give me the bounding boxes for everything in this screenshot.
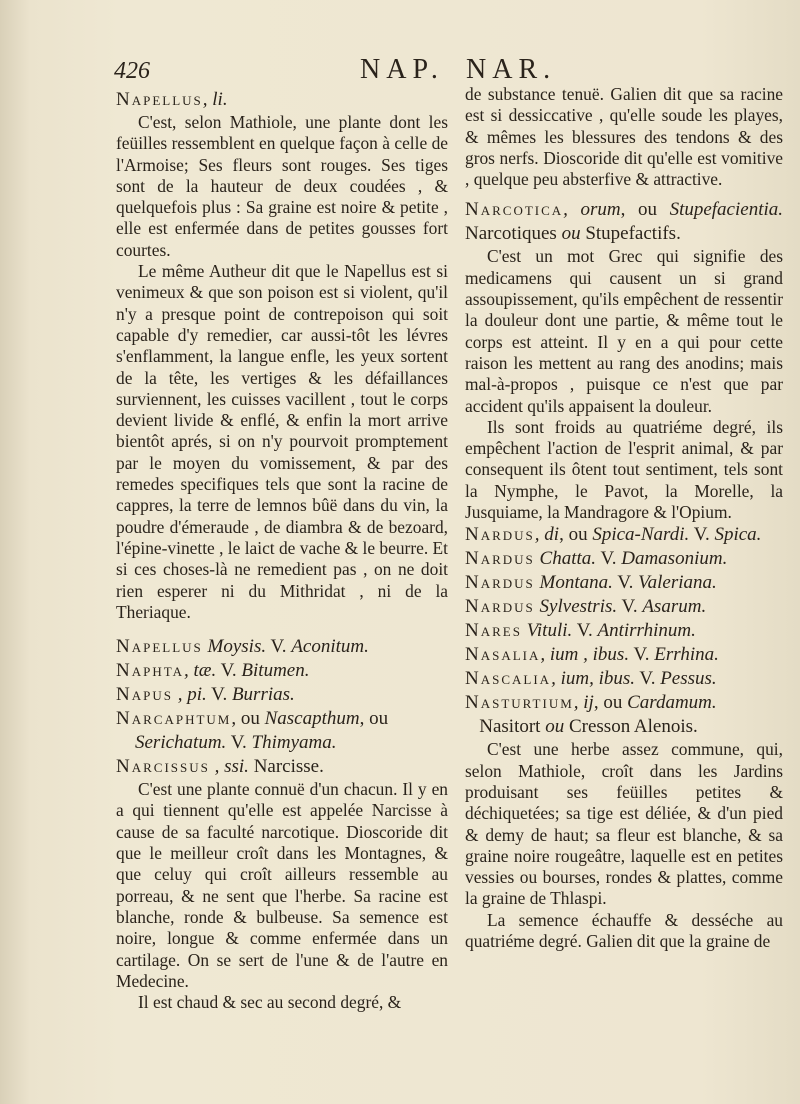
entry-nascalia: Nascalia, ium, ibus. V. Pessus. (465, 668, 717, 690)
left-running-head: NAP. (360, 54, 444, 85)
entry-napus: Napus , pi. V. Burrias. (116, 684, 295, 706)
entry-nasturtium: Nasturtium, ij, ou Cardamum. Nasitort ou Cresson Alenois. (465, 692, 717, 738)
paragraph: de substance tenuë. Galien dit que sa racine est si dessiccative , qu'elle soude les playes, & mêmes les blessures des tendons & des gros nerfs. Dioscoride dit qu'elle est vomitive , quelque peu absterfive & attractive. (465, 84, 783, 190)
entry-nardus-montana: Nardus Montana. V. Valeriana. (465, 572, 717, 594)
paragraph: C'est, selon Mathiole, une plante dont les feüilles ressemblent en quelque façon à celle de l'Armoise; Ses fleurs sont rouges. Ses tiges sont de la hauteur de deux coudées , & quelquefois plus : Sa graine est noire & petite , elle est enfermée dans de petites gousses fort courtes. (116, 112, 448, 260)
entry-nardus-sylvestris: Nardus Sylvestris. V. Asarum. (465, 596, 707, 618)
entry-naphta: Naphta, tæ. V. Bitumen. (116, 660, 310, 682)
paragraph: Le même Autheur dit que le Napellus est si venimeux & que son poison est si violent, qu'il n'y a presque point de contrepoison qui soit capable d'y remedier, car aussi-tôt les lévres s'enflamment, la langue enfle, les yeux sortent de la tête, les vertiges & les défaillances surviennent, les cuisses vacillent , tout le corps devient livide & enflé, & enfin la mort arrive bientôt aprés, si on n'y pourvoit promptement par le moyen du vomissement, & par des remedes specifiques tels que sont la racine de cappres, la terre de lemnos bûë dans du vin, la poudre d'émeraude , de diambra & de bezoard, l'épine-vinette , le laict de vache & le beurre. Et si ces choses-là ne remedient pas , on ne doit rien esperer ni du Mithridat , ni de la Theriaque. (116, 261, 448, 622)
entry-narcaphtum: Narcaphtum, ou Nascapthum, ou Serichatum. V. Thimyama. (116, 708, 389, 754)
right-running-head: NAR. (466, 54, 557, 85)
left-column (116, 88, 448, 1013)
entry-narcissus: Narcissus , ssi. Narcisse. (116, 756, 324, 778)
paragraph: C'est un mot Grec qui signifie des medicamens qui causent un si grand assoupissement, qu'ils empêchent de ressentir la douleur dont une partie, & même tout le corps est atteint. Il y en a qui pour cette raison les mettent au rang des anodins; mais mal-à-propos , puisque ce n'est que par accident qu'ils appaisent la douleur. (465, 246, 783, 416)
entry-nares-vituli: Nares Vituli. V. Antirrhinum. (465, 620, 696, 642)
paragraph: Ils sont froids au quatriéme degré, ils empêchent l'action de l'esprit animal, & par consequent ils ôtent tout sentiment, tels sont la Nymphe, le Pavot, la Morelle, la Jusquiame, la Mandragore & l'Opium. (465, 416, 783, 523)
entry-nardus: Nardus, di, ou Spica-Nardi. V. Spica. (465, 524, 762, 546)
paragraph: La semence échauffe & desséche au quatriéme degré. Galien dit que la graine de (465, 909, 783, 952)
paragraph: Il est chaud & sec au second degré, & (138, 992, 402, 1013)
entry-nasalia: Nasalia, ium , ibus. V. Errhina. (465, 644, 719, 666)
entry-heading-napellus: Napellus, li. (116, 89, 228, 110)
paragraph: C'est une herbe assez commune, qui, selon Mathiole, croît dans les Jardins produisant ses feüilles petites & déchiquetées; sa tige est déliée, & d'un pied & demy de haut; sa fleur est blanche, & sa graine noire rougeâtre, laquelle est en petites vessies ou bourses, rondes & plattes, comme la graine de Thlaspi. (465, 739, 783, 909)
page-number: 426 (114, 58, 150, 84)
right-column (465, 84, 783, 952)
entry-napellus-moysis: Napellus Moysis. V. Aconitum. (116, 636, 369, 658)
paragraph: C'est une plante connuë d'un chacun. Il y en a qui tiennent qu'elle est appelée Narcisse à cause de sa faculté narcotique. Dioscoride dit que le meilleur croît dans les Montagnes, & que celuy qui croît ailleurs ressemble au porreau, & ne sent que l'herbe. Sa racine est blanche, ronde & bulbeuse. Sa semence est noire, longue & comme enfermée dans un cartilage. On se sert de l'une & de l'autre en Medecine. (116, 779, 448, 991)
entry-narcotica: Narcotica, orum, ou Stupefacientia. Narcotiques ou Stupefactifs. (465, 199, 784, 245)
entry-nardus-chatta: Nardus Chatta. V. Damasonium. (465, 548, 728, 570)
